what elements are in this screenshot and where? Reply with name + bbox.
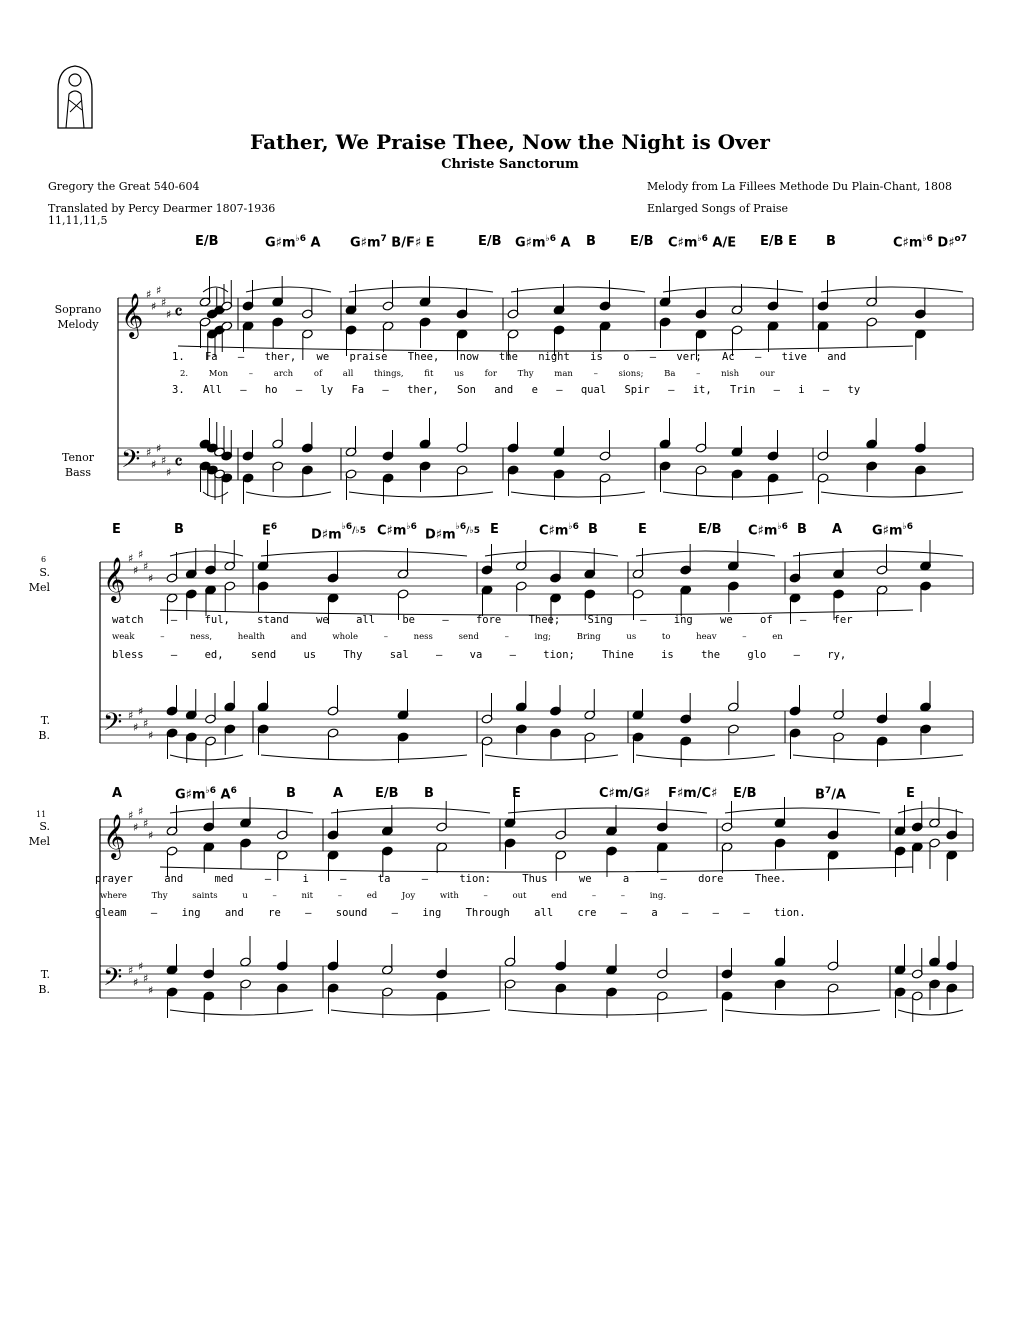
label-melody: Melody — [57, 318, 99, 331]
chord: $C♯m^{♭6}$ — [539, 522, 579, 539]
chord: E — [112, 522, 121, 537]
chord: $C♯m^{♭6}$ A/E — [668, 234, 737, 251]
chord: $D♯m^{^{♭6}/♭5}$ — [425, 522, 480, 543]
slur — [663, 287, 803, 292]
treble-clef-icon: 𝄞 — [103, 814, 126, 858]
chord: E — [490, 522, 499, 537]
verse-3-line-2: bless – ed, send us Thy sal – va – tion; Thine is the glo – ry, — [112, 649, 847, 661]
key-sharp: ♯ — [148, 829, 154, 842]
verse-2-line-1: 2. Mon – arch of all things, fit us for Thy man – sions; Ba – nish our — [180, 369, 775, 379]
slur — [511, 287, 645, 292]
chord: E — [906, 786, 915, 801]
label-s-2: S. — [39, 566, 50, 579]
label-mel-3: Mel — [28, 835, 50, 848]
angel-logo-icon — [52, 60, 98, 130]
chord: F♯m/C♯ — [668, 786, 718, 801]
key-sharp: ♯ — [151, 300, 157, 313]
hymn-title: Father, We Praise Thee, Now the Night is Over — [250, 130, 770, 154]
key-sharp: ♯ — [156, 442, 162, 455]
slur — [349, 287, 493, 292]
source-credit: Enlarged Songs of Praise — [647, 202, 789, 215]
author-credit: Gregory the Great 540-604 — [48, 180, 200, 193]
chord: $B^7/A$ — [815, 786, 846, 803]
chord: B — [588, 522, 598, 537]
verse-1-line-2: watch – ful, stand we all be – fore Thee; Sing – ing we of – fer — [112, 614, 853, 626]
chord: B — [826, 234, 836, 249]
key-sharp: ♯ — [133, 976, 139, 989]
slur — [170, 551, 243, 556]
label-t-3: T. — [40, 968, 50, 981]
chord: $G♯m^{♭6}$ A — [515, 234, 571, 251]
chord: E/B — [630, 234, 654, 249]
chord: $D♯m^{^{♭6}/♭5}$ — [311, 522, 366, 543]
chord: E/B E — [760, 234, 797, 249]
key-sharp: ♯ — [143, 817, 149, 830]
slur — [821, 492, 963, 497]
key-sharp: ♯ — [128, 552, 134, 565]
chord: B — [174, 522, 184, 537]
label-b-2: B. — [38, 729, 50, 742]
key-sharp: ♯ — [156, 284, 162, 297]
label-t-2: T. — [40, 714, 50, 727]
verse-3-line-3: gleam – ing and re – sound – ing Through all cre – a – – – tion. — [95, 907, 806, 919]
key-sharp: ♯ — [148, 572, 154, 585]
slur — [261, 755, 467, 760]
chord: $C♯m^{♭6}$ — [748, 522, 788, 539]
slur — [725, 808, 880, 813]
chord: A — [112, 786, 123, 801]
key-sharp: ♯ — [146, 288, 152, 301]
chord: E — [512, 786, 521, 801]
verse-2-line-3: where Thy saints u – nit – ed Joy with – out end – – ing. — [100, 891, 667, 901]
slur — [170, 808, 313, 813]
key-sharp: ♯ — [143, 717, 149, 730]
chord: $G♯m^{♭6}$ A — [265, 234, 321, 251]
slur — [636, 551, 775, 556]
chord: E/B — [195, 234, 219, 249]
slur — [170, 1010, 313, 1015]
label-s-3: S. — [39, 820, 50, 833]
bass-clef-icon: 𝄢 — [103, 963, 123, 998]
slur — [793, 551, 963, 556]
verse-1-line-1: 1. Fa – ther, we praise Thee, now the night is o – ver; Ac – tive and — [172, 351, 847, 363]
slur — [636, 755, 775, 760]
verse-2-line-2: weak – ness, health and whole – ness send – ing; Bring us to heav – en — [112, 632, 783, 642]
common-time-icon: 𝄴 — [174, 450, 183, 474]
key-sharp: ♯ — [148, 729, 154, 742]
key-sharp: ♯ — [161, 454, 167, 467]
key-sharp: ♯ — [138, 960, 144, 973]
key-sharp: ♯ — [143, 560, 149, 573]
chord: $C♯m^{♭6}$ D♯$^{o7}$ — [893, 234, 967, 251]
slur — [349, 492, 493, 497]
key-sharp: ♯ — [166, 466, 172, 479]
chord: A — [832, 522, 843, 537]
slur — [725, 1010, 880, 1015]
melody-credit: Melody from La Fillees Methode Du Plain-Chant, 1808 — [647, 180, 952, 193]
chord: E/B — [375, 786, 399, 801]
chord: E/B — [733, 786, 757, 801]
key-sharp: ♯ — [138, 548, 144, 561]
slur — [331, 1010, 490, 1015]
bass-clef-icon: 𝄢 — [121, 445, 141, 480]
slur — [160, 867, 913, 872]
key-sharp: ♯ — [128, 709, 134, 722]
label-mel-2: Mel — [28, 581, 50, 594]
chord: C♯m/G♯ — [599, 786, 651, 801]
key-sharp: ♯ — [161, 296, 167, 309]
key-sharp: ♯ — [143, 972, 149, 985]
label-soprano: Soprano — [54, 303, 102, 316]
chord: E/B — [698, 522, 722, 537]
verse-3-line-1: 3. All – ho – ly Fa – ther, Son and e – qual Spir – it, Trin – i – ty — [172, 384, 861, 396]
slur — [821, 287, 963, 292]
key-sharp: ♯ — [133, 821, 139, 834]
treble-clef-icon: 𝄞 — [121, 293, 144, 337]
slur — [485, 551, 618, 556]
chord: A — [333, 786, 344, 801]
common-time-icon: 𝄴 — [174, 300, 183, 324]
slur — [898, 1010, 963, 1015]
treble-clef-icon: 𝄞 — [103, 557, 126, 601]
key-sharp: ♯ — [138, 705, 144, 718]
key-sharp: ♯ — [151, 458, 157, 471]
key-sharp: ♯ — [166, 308, 172, 321]
chord: E/B — [478, 234, 502, 249]
key-sharp: ♯ — [138, 805, 144, 818]
slur — [246, 492, 331, 497]
slur — [898, 808, 963, 813]
slur — [246, 287, 331, 292]
chord: $E^6$ — [262, 522, 278, 539]
measure-number-6: 6 — [41, 555, 47, 564]
chord: $C♯m^{♭6}$ — [377, 522, 417, 539]
label-tenor: Tenor — [62, 451, 94, 464]
bass-clef-icon: 𝄢 — [103, 708, 123, 743]
measure-number-11: 11 — [36, 810, 47, 819]
chord: B — [286, 786, 296, 801]
slur — [508, 808, 707, 813]
hymn-subtitle: Christe Sanctorum — [441, 157, 579, 172]
key-sharp: ♯ — [146, 446, 152, 459]
key-sharp: ♯ — [133, 564, 139, 577]
key-sharp: ♯ — [148, 984, 154, 997]
slur — [511, 492, 645, 497]
label-bass: Bass — [65, 466, 91, 479]
chord: B — [424, 786, 434, 801]
chord: E — [638, 522, 647, 537]
chord: $G♯m^7$ B/F♯ E — [350, 234, 435, 251]
chord: $G♯m^{♭6}$ — [872, 522, 914, 539]
slur — [331, 808, 490, 813]
label-b-3: B. — [38, 983, 50, 996]
key-sharp: ♯ — [133, 721, 139, 734]
key-sharp: ♯ — [128, 964, 134, 977]
chord: B — [586, 234, 596, 249]
meter: 11,11,11,5 — [48, 214, 108, 227]
verse-1-line-3: prayer and med – i – ta – tion: Thus we a – dore Thee. — [95, 873, 787, 885]
key-sharp: ♯ — [128, 809, 134, 822]
chord: $G♯m^{♭6}$ $A^6$ — [175, 786, 237, 803]
slur — [261, 551, 467, 556]
chord: B — [797, 522, 807, 537]
translator-credit: Translated by Percy Dearmer 1807-1936 — [48, 202, 276, 215]
